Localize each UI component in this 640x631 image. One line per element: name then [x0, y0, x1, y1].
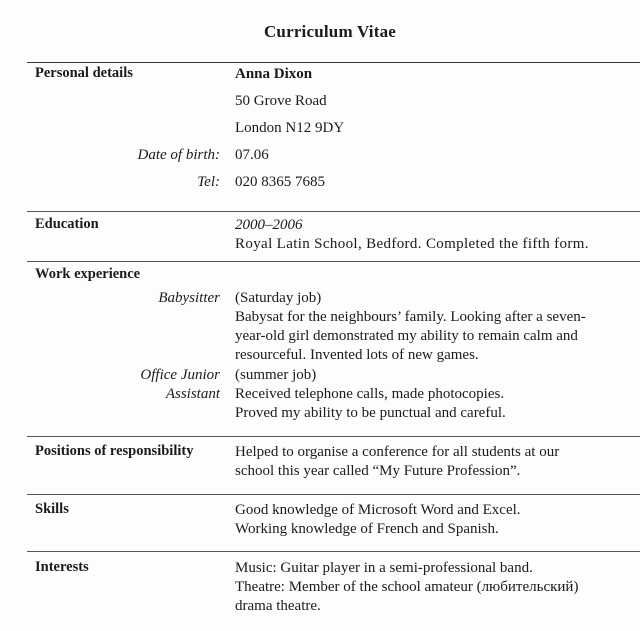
section-divider	[27, 494, 640, 495]
telephone-value: 020 8365 7685	[235, 174, 325, 190]
education-years: 2000–2006	[235, 217, 303, 233]
job-line: Proved my ability to be punctual and careful.	[235, 405, 506, 421]
telephone-label: Tel:	[197, 174, 220, 190]
job-line: resourceful. Invented lots of new games.	[235, 347, 479, 363]
personal-details-label: Personal details	[35, 65, 133, 81]
job-line: Babysat for the neighbours’ family. Looking after a seven-	[235, 309, 586, 325]
address-line-1: 50 Grove Road	[235, 93, 327, 109]
responsibility-line: school this year called “My Future Profession”.	[235, 463, 521, 479]
work-experience-label: Work experience	[35, 266, 141, 282]
job-description	[235, 366, 506, 423]
job-title-line: Assistant	[165, 386, 220, 402]
section-divider	[27, 436, 640, 437]
date-of-birth-value: 07.06	[235, 147, 269, 163]
skills-text	[235, 501, 521, 539]
responsibility-label: Positions of responsibility	[35, 443, 194, 459]
applicant-name: Anna Dixon	[235, 66, 313, 82]
address-line-2: London N12 9DY	[235, 120, 345, 136]
job-line: year-old girl demonstrated my ability to remain calm and	[235, 328, 578, 344]
section-divider	[27, 261, 640, 262]
skills-line: Working knowledge of French and Spanish.	[235, 521, 499, 537]
education-detail: Royal Latin School, Bedford. Completed the fifth form.	[235, 236, 589, 252]
skills-label: Skills	[35, 501, 69, 517]
section-divider	[27, 62, 640, 63]
job-title-office-junior	[140, 366, 220, 404]
interests-text	[235, 559, 578, 616]
job-title-line: Office Junior	[140, 367, 220, 383]
interests-line: drama theatre.	[235, 598, 321, 614]
job-line: (Saturday job)	[235, 290, 322, 306]
date-of-birth-label: Date of birth:	[137, 147, 220, 163]
job-title-babysitter: Babysitter	[158, 290, 220, 306]
job-description	[235, 289, 586, 365]
job-line: (summer job)	[235, 367, 317, 383]
responsibility-text	[235, 443, 559, 481]
interests-line: Music: Guitar player in a semi-professional band.	[235, 560, 533, 576]
section-divider	[27, 211, 640, 212]
skills-line: Good knowledge of Microsoft Word and Excel.	[235, 502, 521, 518]
interests-line: Theatre: Member of the school amateur (любительский)	[235, 579, 579, 595]
job-line: Received telephone calls, made photocopies.	[235, 386, 505, 402]
interests-label: Interests	[35, 559, 89, 575]
section-divider	[27, 551, 640, 552]
cv-title: Curriculum Vitae	[263, 22, 397, 41]
education-label: Education	[35, 216, 99, 232]
responsibility-line: Helped to organise a conference for all students at our	[235, 444, 560, 460]
